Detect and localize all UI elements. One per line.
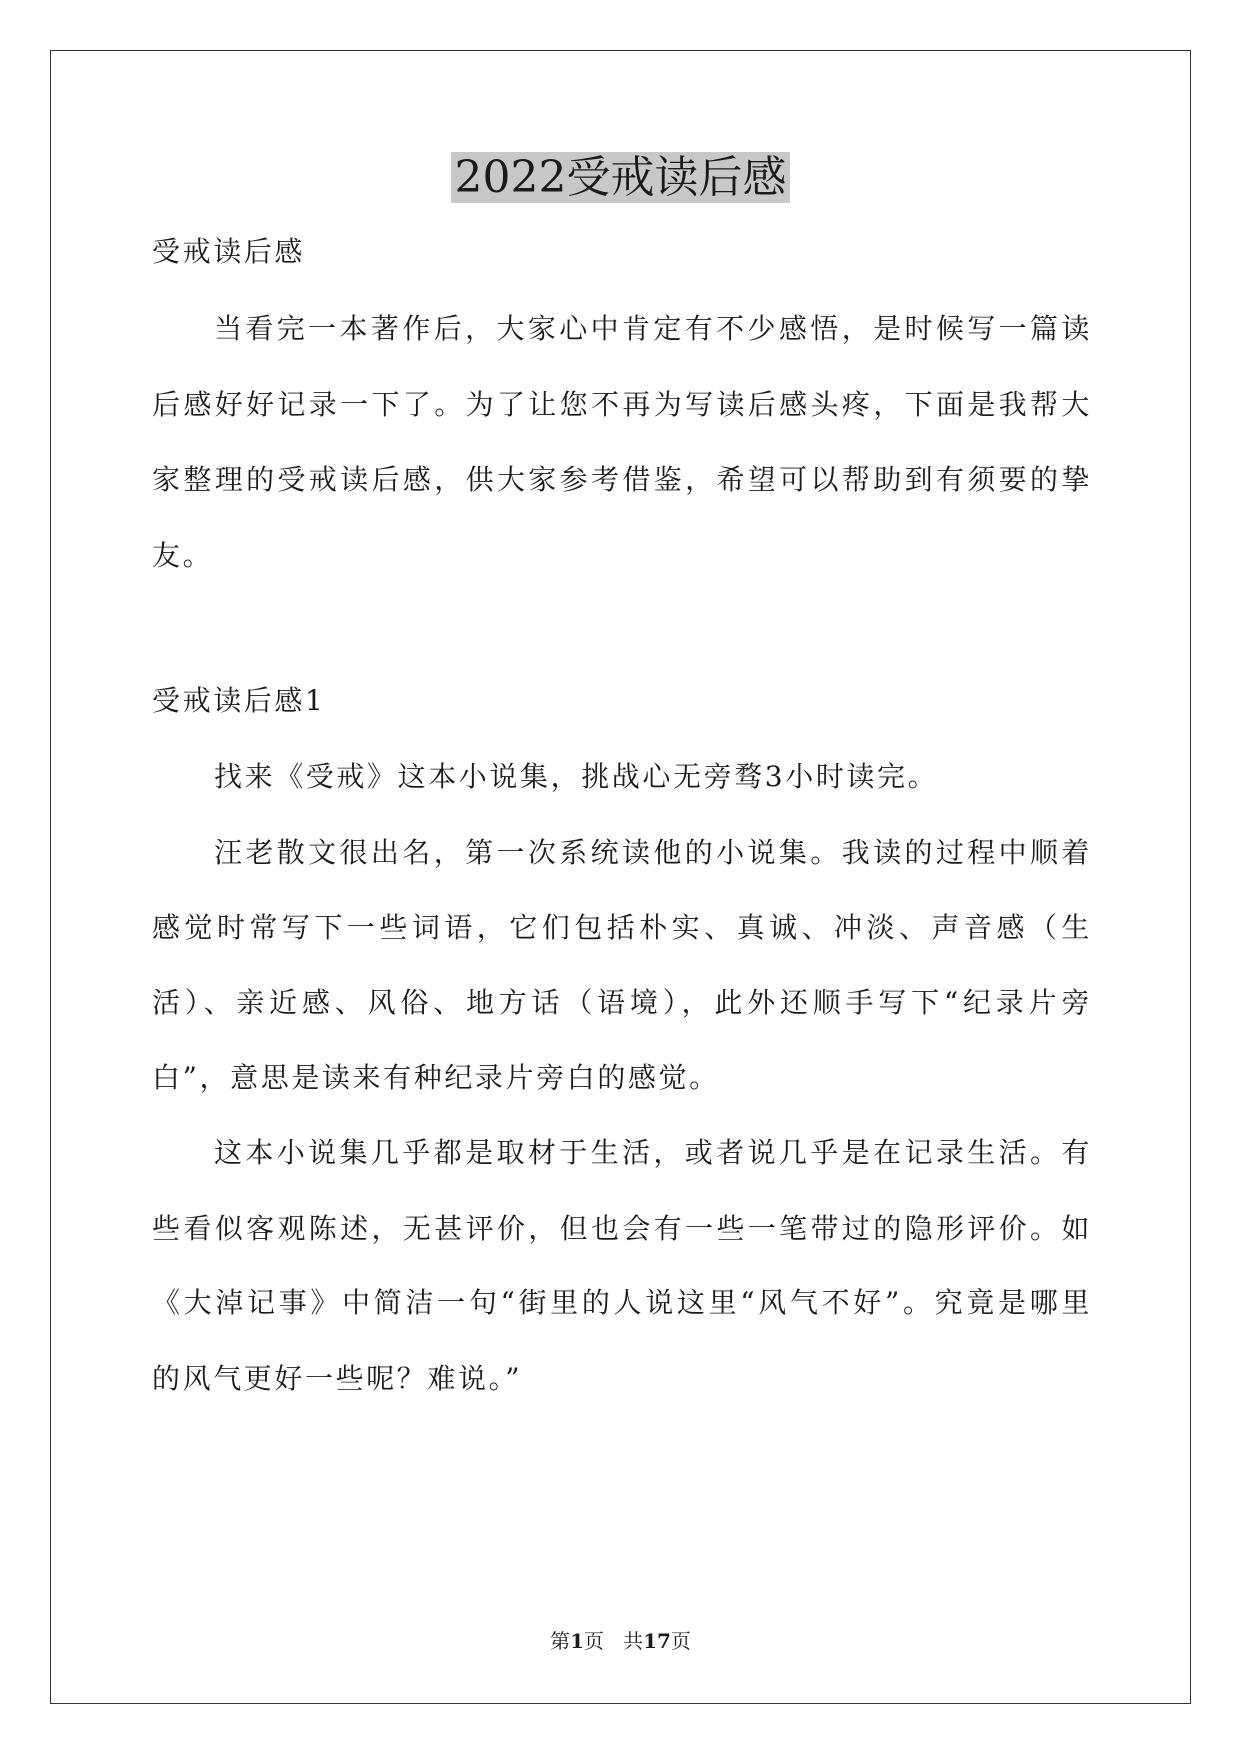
footer-page-prefix: 第 [550,1629,571,1653]
page-footer [0,1628,1241,1654]
footer-page-number: 1 [570,1629,584,1653]
section-heading: 受戒读后感1 [152,684,326,717]
document-title-text: 2022受戒读后感 [451,152,791,203]
paragraph-line: 白”，意思是读来有种纪录片旁白的感觉。 [152,1061,720,1094]
paragraph-line: 感觉时常写下一些词语，它们包括朴实、真诚、冲淡、声音感（生 [152,911,1092,944]
paragraph-line: 后感好好记录一下了。为了让您不再为写读后感头疼，下面是我帮大 [152,388,1092,421]
footer-page-mid: 页 共 [584,1629,644,1653]
paragraph-line: 这本小说集几乎都是取材于生活，或者说几乎是在记录生活。有 [214,1136,1092,1169]
document-title [0,148,1241,208]
page-border [50,50,1191,1704]
paragraph-line: 家整理的受戒读后感，供大家参考借鉴，希望可以帮助到有须要的挚 [152,463,1092,496]
paragraph-line: 的风气更好一些呢？难说。” [152,1362,523,1395]
paragraph-line: 友。 [152,539,214,572]
footer-page-suffix: 页 [670,1629,691,1653]
paragraph-line: 《大淖记事》中简洁一句“街里的人说这里“风气不好”。究竟是哪里 [152,1286,1092,1319]
footer-total-pages: 17 [643,1629,671,1653]
paragraph-line: 找来《受戒》这本小说集，挑战心无旁骛3小时读完。 [214,760,939,793]
section-heading: 受戒读后感 [152,235,306,268]
paragraph-line: 些看似客观陈述，无甚评价，但也会有一些一笔带过的隐形评价。如 [152,1212,1092,1245]
paragraph-line: 活）、亲近感、风俗、地方话（语境），此外还顺手写下“纪录片旁 [152,986,1092,1019]
paragraph-line: 当看完一本著作后，大家心中肯定有不少感悟，是时候写一篇读 [214,312,1092,345]
paragraph-line: 汪老散文很出名，第一次系统读他的小说集。我读的过程中顺着 [214,836,1092,869]
